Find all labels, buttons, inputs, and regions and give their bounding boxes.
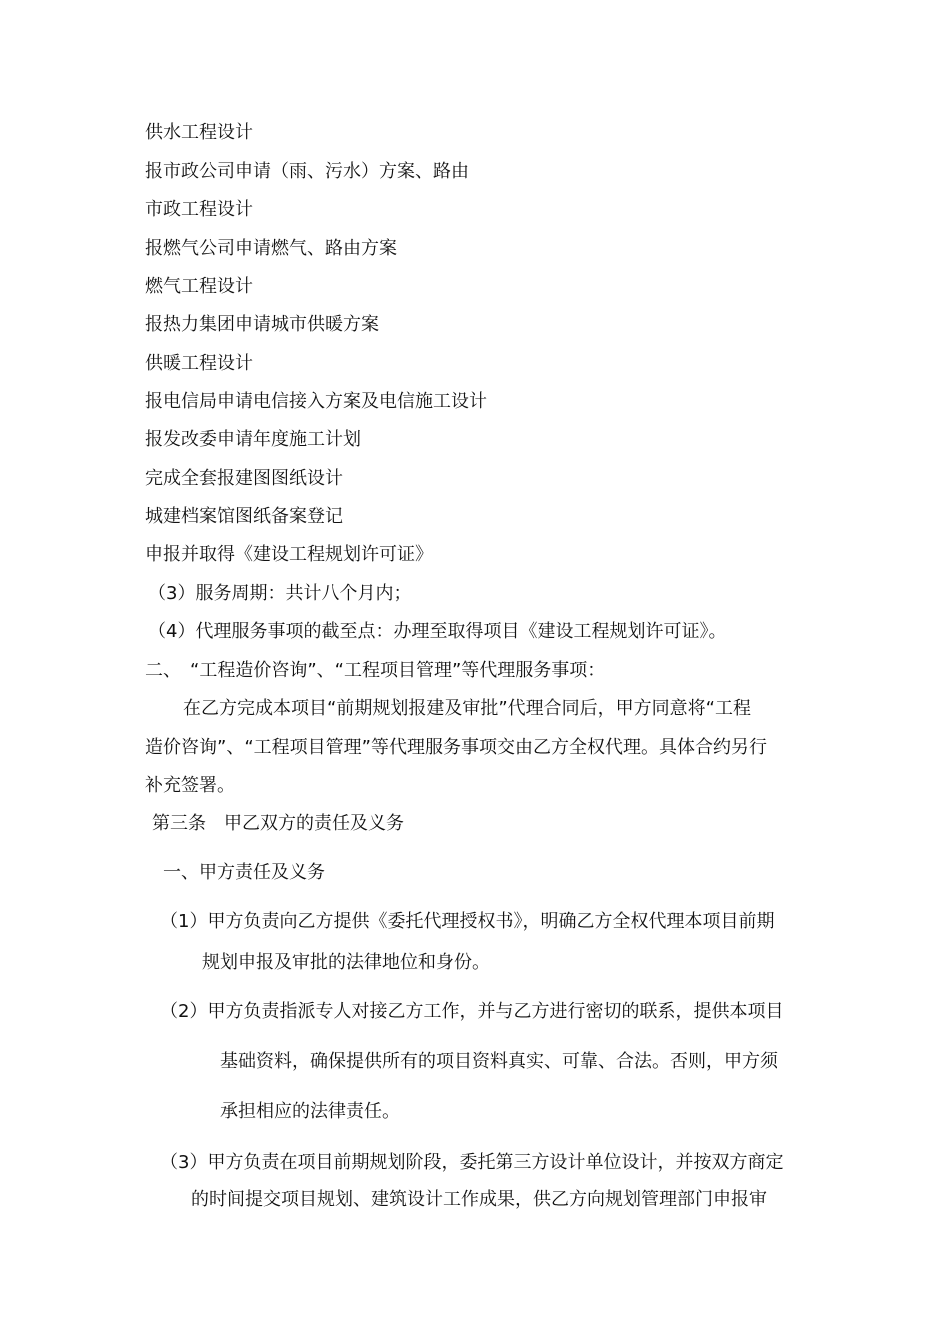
- list-item: 报发改委申请年度施工计划: [145, 429, 361, 450]
- list-item: 供暖工程设计: [145, 353, 253, 374]
- list-item: 报市政公司申请（雨、污水）方案、路由: [145, 161, 469, 182]
- clause-3-line: 的时间提交项目规划、建筑设计工作成果，供乙方向规划管理部门申报审: [191, 1189, 767, 1210]
- list-item: 燃气工程设计: [145, 276, 253, 297]
- clause-1-line: 规划申报及审批的法律地位和身份。: [202, 952, 490, 973]
- list-item: 申报并取得《建设工程规划许可证》: [145, 544, 433, 565]
- section-two-paragraph-line: 在乙方完成本项目“前期规划报建及审批”代理合同后，甲方同意将“工程: [183, 698, 751, 719]
- list-item: 完成全套报建图图纸设计: [145, 468, 343, 489]
- clause-2-line: 基础资料，确保提供所有的项目资料真实、可靠、合法。否则，甲方须: [220, 1051, 778, 1072]
- list-item: 报燃气公司申请燃气、路由方案: [145, 238, 397, 259]
- clause-1-line: （1）甲方负责向乙方提供《委托代理授权书》，明确乙方全权代理本项目前期: [160, 911, 775, 932]
- article-three-heading: 第三条 甲乙双方的责任及义务: [152, 813, 404, 834]
- list-item: 城建档案馆图纸备案登记: [145, 506, 343, 527]
- clause-2-line: （2）甲方负责指派专人对接乙方工作，并与乙方进行密切的联系，提供本项目: [160, 1001, 784, 1022]
- service-deadline-text: （4）代理服务事项的截至点：办理至取得项目《建设工程规划许可证》。: [148, 621, 727, 642]
- list-item: 报电信局申请电信接入方案及电信施工设计: [145, 391, 487, 412]
- clause-3-line: （3）甲方负责在项目前期规划阶段，委托第三方设计单位设计，并按双方商定: [160, 1152, 784, 1173]
- service-period-text: （3）服务周期：共计八个月内；: [148, 583, 412, 604]
- list-item: 报热力集团申请城市供暖方案: [145, 314, 379, 335]
- party-a-duties-heading: 一、甲方责任及义务: [163, 862, 325, 883]
- list-item: 市政工程设计: [145, 199, 253, 220]
- list-item: 供水工程设计: [145, 122, 253, 143]
- section-two-paragraph-line: 造价咨询”、“工程项目管理”等代理服务事项交由乙方全权代理。具体合约另行: [145, 737, 767, 758]
- clause-2-line: 承担相应的法律责任。: [220, 1101, 400, 1122]
- section-two-paragraph-line: 补充签署。: [145, 775, 235, 796]
- section-two-heading: 二、 “工程造价咨询”、“工程项目管理”等代理服务事项：: [145, 660, 606, 681]
